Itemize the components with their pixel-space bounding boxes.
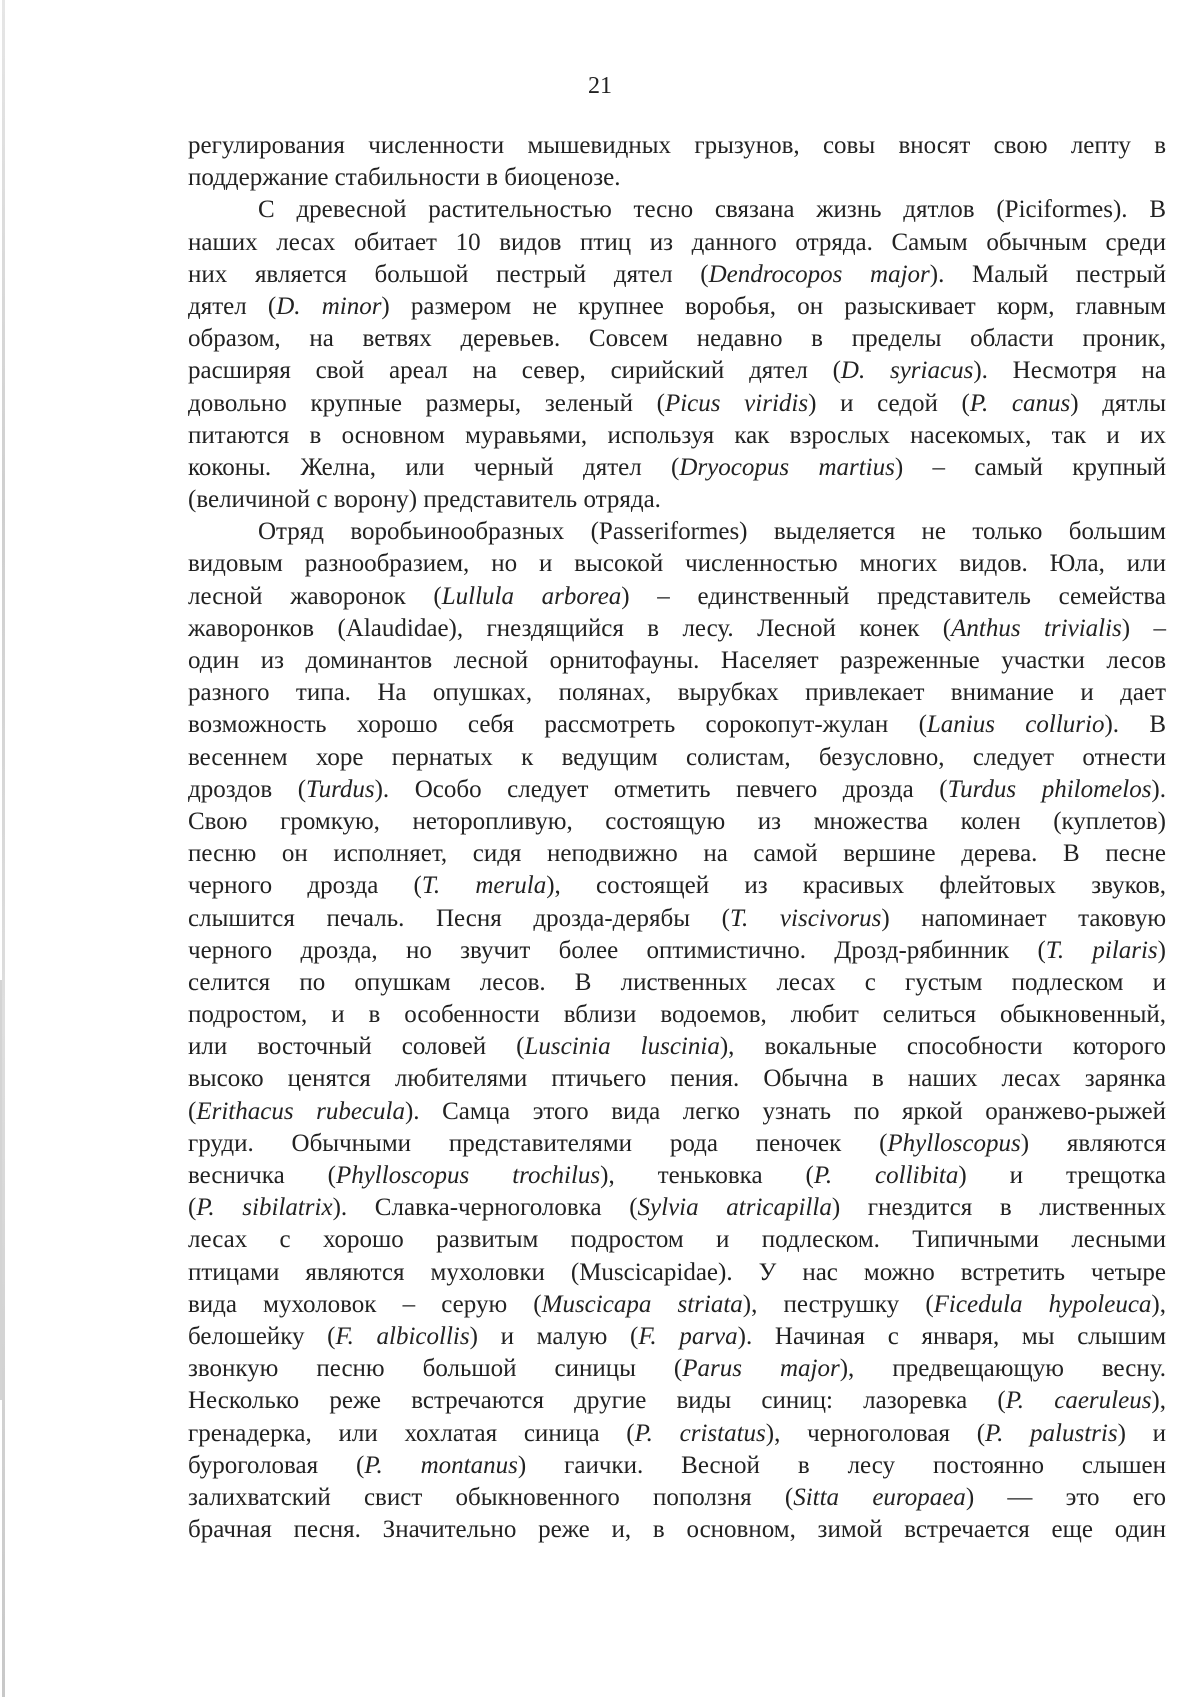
species-name: P. palustris xyxy=(985,1419,1118,1447)
text-segment: ), теньковка ( xyxy=(600,1162,814,1189)
text-segment: ) – единственный представитель семейства xyxy=(621,582,1166,610)
scan-edge-shadow-lower xyxy=(0,980,2,1400)
text-segment: ) и седой ( xyxy=(808,389,970,417)
text-segment: образом, на ветвях деревьев. Совсем недавно в пределы области проник, xyxy=(188,325,1166,353)
text-segment: залихватский свист обыкновенного поползня ( xyxy=(188,1483,794,1511)
text-segment: дроздов ( xyxy=(188,775,307,803)
species-name: P. montanus xyxy=(364,1451,518,1479)
species-name: P. sibilatrix xyxy=(196,1194,333,1222)
text-segment: видовым разнообразием, но и высокой численностью многих видов. Юла, или xyxy=(188,550,1166,578)
text-segment: слышится печаль. Песня дрозда-дерябы ( xyxy=(188,904,730,932)
text-line xyxy=(188,742,1166,774)
text-segment: ( xyxy=(188,1097,197,1125)
species-name: P. caeruleus xyxy=(1005,1387,1152,1415)
text-line xyxy=(188,1321,1166,1353)
text-segment: жаворонков (Alaudidae), гнездящийся в лесу. Лесной конек ( xyxy=(188,614,952,642)
text-line xyxy=(188,420,1166,452)
text-segment: ) – xyxy=(1121,614,1167,642)
text-segment: ) – самый крупный xyxy=(894,453,1166,481)
text-line xyxy=(188,1257,1166,1289)
species-name: Turdus xyxy=(306,775,375,803)
text-line xyxy=(188,613,1166,645)
species-name: Ficedula hypoleuca xyxy=(933,1290,1152,1318)
text-segment: коконы. Желна, или черный дятел ( xyxy=(188,453,680,481)
species-name: Sitta europaea xyxy=(793,1483,966,1511)
text-line xyxy=(188,1160,1166,1192)
text-line xyxy=(188,355,1166,387)
text-segment: вида мухоловок – серую ( xyxy=(188,1290,542,1318)
text-line xyxy=(188,1514,1166,1546)
text-line xyxy=(188,388,1166,420)
text-line xyxy=(188,774,1166,806)
species-name: Turdus philomelos xyxy=(947,775,1152,803)
text-segment: разного типа. На опушках, полянах, вырубках привлекает внимание и дает xyxy=(188,679,1166,707)
species-name: Parus major xyxy=(682,1355,840,1383)
text-segment: питаются в основном муравьями, используя как взрослых насекомых, так и их xyxy=(188,421,1166,449)
species-name: F. albicollis xyxy=(335,1322,470,1350)
text-segment: ). В xyxy=(1104,711,1166,739)
text-segment: селится по опушкам лесов. В лиственных лесах с густым подлеском и xyxy=(188,968,1166,996)
text-segment: лесах с хорошо развитым подростом и подлеском. Типичными лесными xyxy=(188,1226,1166,1254)
text-segment: ). Малый пестрый xyxy=(929,260,1166,288)
text-segment: груди. Обычными представителями рода пеночек ( xyxy=(188,1129,888,1157)
species-name: D. syriacus xyxy=(840,357,974,385)
text-line xyxy=(188,709,1166,741)
text-line xyxy=(188,323,1166,355)
text-segment: весничка ( xyxy=(188,1162,336,1189)
text-segment: наших лесах обитает 10 видов птиц из данного отряда. Самым обычным среди xyxy=(188,228,1166,256)
text-segment: черного дрозда, но звучит более оптимистично. Дрозд-рябинник ( xyxy=(188,936,1046,964)
text-line xyxy=(188,227,1166,259)
text-line xyxy=(188,1224,1166,1256)
text-segment: Несколько реже встречаются другие виды синиц: лазоревка ( xyxy=(188,1387,1006,1415)
text-line xyxy=(188,1353,1166,1385)
species-name: Lullula arborea xyxy=(441,582,622,610)
text-line xyxy=(188,194,1166,226)
text-segment: ) размером не крупнее воробья, он разыскивает корм, главным xyxy=(381,292,1166,320)
text-segment: поддержание стабильности в биоценозе. xyxy=(188,164,621,192)
text-segment: ) xyxy=(1157,936,1166,964)
species-name: P. canus xyxy=(969,389,1071,417)
text-line xyxy=(188,1385,1166,1417)
text-segment: довольно крупные размеры, зеленый ( xyxy=(188,389,665,417)
species-name: Luscinia luscinia xyxy=(524,1033,720,1061)
text-segment: буроголовая ( xyxy=(188,1451,365,1479)
text-segment: ), xyxy=(1151,1290,1166,1318)
species-name: Phylloscopus trochilus xyxy=(335,1162,601,1189)
text-line xyxy=(188,1192,1166,1224)
text-line xyxy=(188,1418,1166,1450)
text-segment: ) и xyxy=(1117,1419,1167,1447)
text-segment: ) напоминает таковую xyxy=(881,904,1167,932)
text-line xyxy=(188,999,1166,1031)
text-segment: ) и малую ( xyxy=(469,1322,639,1350)
text-segment: брачная песня. Значительно реже и, в основном, зимой встречается еще один xyxy=(188,1516,1166,1544)
species-name: Erithacus rubecula xyxy=(196,1097,405,1125)
text-line xyxy=(188,903,1166,935)
text-line xyxy=(188,645,1166,677)
text-segment: ). Самца этого вида легко узнать по яркой оранжево-рыжей xyxy=(404,1097,1166,1125)
text-line xyxy=(188,259,1166,291)
text-segment: Свою громкую, неторопливую, состоящую из множества колен (куплетов) xyxy=(188,807,1166,835)
text-segment: расширяя свой ареал на север, сирийский дятел ( xyxy=(188,357,841,385)
text-line xyxy=(188,452,1166,484)
text-segment: Отряд воробьинообразных (Passeriformes) выделяется не только большим xyxy=(258,518,1166,546)
species-name: Anthus trivialis xyxy=(951,614,1122,642)
text-segment: ). Начиная с января, мы слышим xyxy=(737,1322,1167,1350)
text-segment: возможность хорошо себя рассмотреть сорокопут-жулан ( xyxy=(188,711,927,739)
text-line xyxy=(188,1031,1166,1063)
species-name: Picus viridis xyxy=(664,389,809,417)
text-segment: ), черноголовая ( xyxy=(765,1419,986,1447)
text-line xyxy=(188,1289,1166,1321)
text-segment: С древесной растительностью тесно связана жизнь дятлов (Piciformes). В xyxy=(258,196,1166,224)
species-name: T. merula xyxy=(421,872,547,900)
text-line xyxy=(188,484,1166,516)
text-segment: ) являются xyxy=(1020,1129,1166,1157)
text-segment: дятел ( xyxy=(188,292,277,320)
body-text xyxy=(188,130,1166,1546)
text-segment: один из доминантов лесной орнитофауны. Населяет разреженные участки лесов xyxy=(188,647,1166,674)
text-line xyxy=(188,935,1166,967)
text-line xyxy=(188,870,1166,902)
text-line xyxy=(188,130,1166,162)
text-line xyxy=(188,967,1166,999)
text-segment: высоко ценятся любителями птичьего пения. Обычна в наших лесах зарянка xyxy=(188,1065,1166,1093)
text-line xyxy=(188,1450,1166,1482)
scan-edge-shadow xyxy=(2,0,5,1697)
species-name: Dryocopus martius xyxy=(679,453,895,481)
text-segment: звонкую песню большой синицы ( xyxy=(188,1355,683,1383)
text-line xyxy=(188,291,1166,323)
text-segment: ). Несмотря на xyxy=(973,357,1167,385)
text-line xyxy=(188,162,1166,194)
species-name: Dendrocopos major xyxy=(708,260,930,288)
text-line xyxy=(188,1128,1166,1160)
text-segment: гренадерка, или хохлатая синица ( xyxy=(188,1419,635,1447)
species-name: F. parva xyxy=(638,1322,738,1350)
text-line xyxy=(188,838,1166,870)
text-segment: ( xyxy=(188,1194,197,1222)
text-line xyxy=(188,581,1166,613)
text-segment: птицами являются мухоловки (Muscicapidae). У нас можно встретить четыре xyxy=(188,1258,1166,1286)
text-segment: черного дрозда ( xyxy=(188,872,422,900)
species-name: D. minor xyxy=(276,292,382,320)
text-segment: ), состоящей из красивых флейтовых звуков, xyxy=(546,872,1166,900)
species-name: Sylvia atricapilla xyxy=(637,1194,832,1222)
text-segment: весеннем хоре пернатых к ведущим солистам, безусловно, следует отнести xyxy=(188,743,1166,771)
text-segment: ), предвещающую весну. xyxy=(839,1355,1166,1383)
text-line xyxy=(188,677,1166,709)
text-segment: ) дятлы xyxy=(1070,389,1166,417)
text-segment: регулирования численности мышевидных грызунов, совы вносят свою лепту в xyxy=(188,132,1166,159)
text-line xyxy=(188,516,1166,548)
text-segment: лесной жаворонок ( xyxy=(188,582,442,610)
text-segment: ) — это его xyxy=(965,1483,1166,1511)
text-segment: (величиной с ворону) представитель отряда. xyxy=(188,486,661,514)
text-segment: ). xyxy=(1151,775,1166,803)
text-segment: белошейку ( xyxy=(188,1322,336,1350)
text-segment: ) гаички. Весной в лесу постоянно слышен xyxy=(517,1451,1166,1479)
text-line xyxy=(188,1063,1166,1095)
text-segment: них является большой пестрый дятел ( xyxy=(188,260,709,288)
species-name: T. pilaris xyxy=(1045,936,1158,964)
text-segment: ) и трещотка xyxy=(958,1162,1167,1189)
text-segment: ), пеструшку ( xyxy=(742,1290,934,1318)
species-name: P. collibita xyxy=(813,1162,959,1189)
species-name: P. cristatus xyxy=(634,1419,766,1447)
text-segment: подростом, и в особенности вблизи водоемов, любит селиться обыкновенный, xyxy=(188,1001,1166,1029)
species-name: T. viscivorus xyxy=(729,904,882,932)
text-segment: ), вокальные способности которого xyxy=(719,1033,1166,1061)
text-segment: ). Славка-черноголовка ( xyxy=(332,1194,638,1222)
species-name: Lanius collurio xyxy=(926,711,1105,739)
text-segment: или восточный соловей ( xyxy=(188,1033,525,1061)
text-segment: ), xyxy=(1151,1387,1166,1415)
species-name: Muscicapa striata xyxy=(541,1290,743,1318)
species-name: Phylloscopus xyxy=(887,1129,1021,1157)
text-line xyxy=(188,1482,1166,1514)
text-line xyxy=(188,1096,1166,1128)
text-segment: песню он исполняет, сидя неподвижно на самой вершине дерева. В песне xyxy=(188,840,1166,868)
page-number: 21 xyxy=(588,73,612,99)
text-line xyxy=(188,806,1166,838)
text-segment: ). Особо следует отметить певчего дрозда ( xyxy=(374,775,948,803)
text-line xyxy=(188,548,1166,580)
text-segment: ) гнездится в лиственных xyxy=(831,1194,1166,1222)
